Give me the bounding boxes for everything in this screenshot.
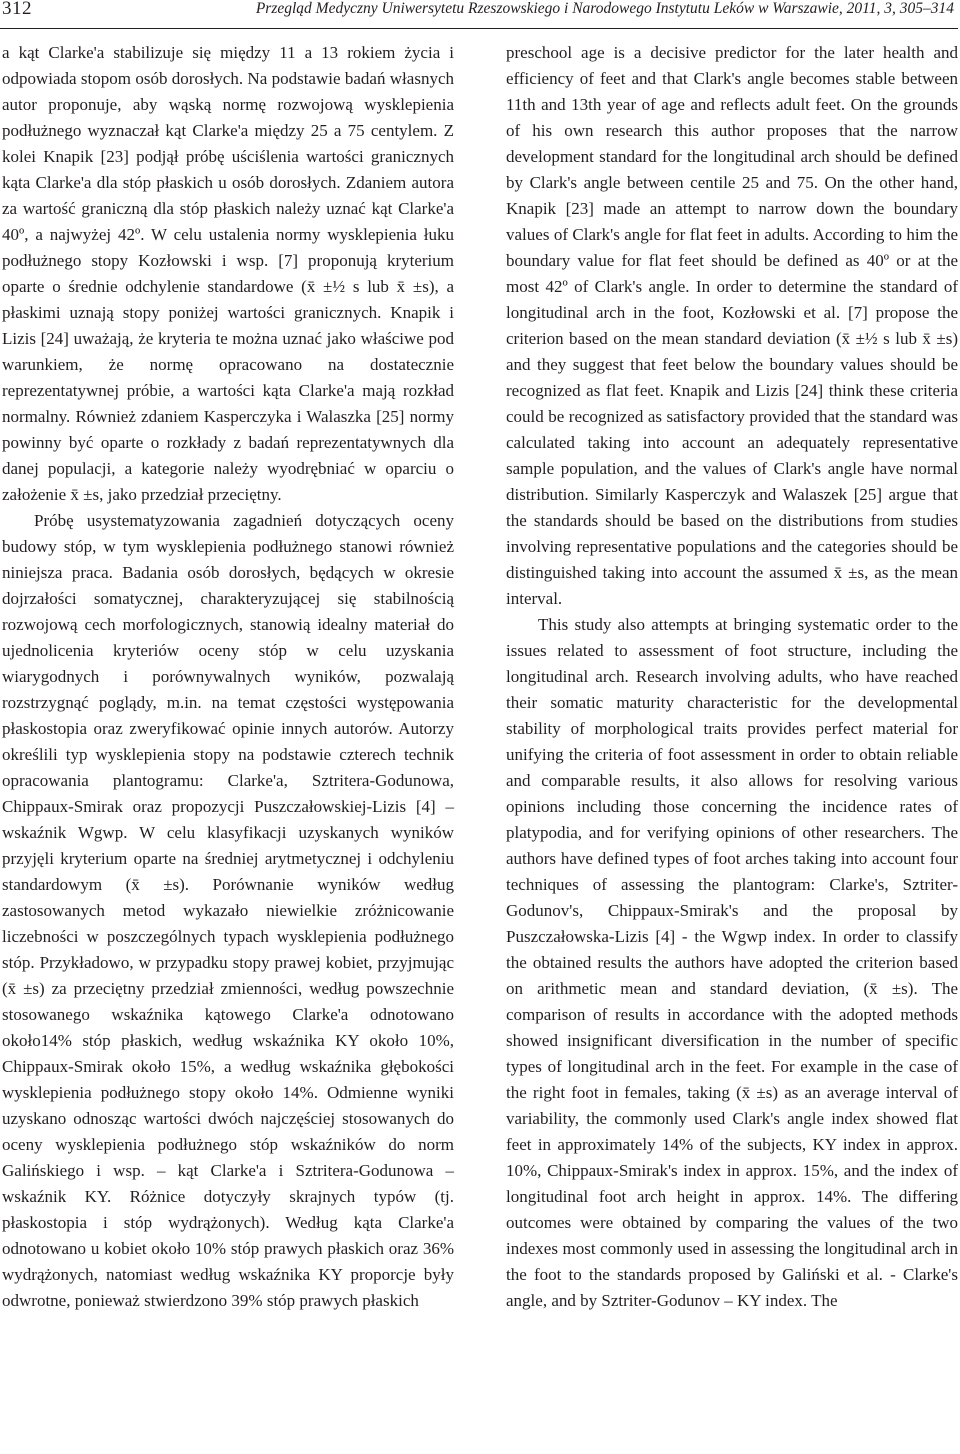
page-number: 312 [2,0,32,19]
header-rule [0,28,958,29]
page-header [0,0,960,30]
polish-paragraph-1: a kąt Clarke'a stabilizuje się między 11 a 13 rokiem życia i odpowiada stopom osób dorosłych. Na podstawie badań własnych autor proponuje, aby wąską normę rozwojową wysklepienia podłużnego wyznaczał kąt Clarke'a między 25 a 75 centylem. Z kolei Knapik [23] podjął próbę uściślenia wartości granicznych kąta Clarke'a dla stóp płaskich u osób dorosłych. Zdaniem autora za wartość graniczną dla stóp płaskich należy uznać kąt Clarke'a 40º, a najwyżej 42º. W celu ustalenia normy wysklepienia łuku podłużnego stopy Kozłowski i wsp. [7] proponują kryterium oparte o średnie odchylenie standardowe (x̄ ±½ s lub x̄ ±s), a płaskimi uznają stopy poniżej wartości granicznych. Knapik i Lizis [24] uważają, że kryteria te można uznać jako właściwe pod warunkiem, że normę opracowano na dostatecznie reprezentatywnej próbie, a wartości kąta Clarke'a mają rozkład normalny. Również zdaniem Kasperczyka i Walaszka [25] normy powinny być oparte o rozkłady z badań reprezentatywnych dla danej populacji, a kategorie należy wyodrębniać w oparciu o założenie x̄ ±s, jako przedział przeciętny. [2,43,454,504]
polish-text-column [2,40,454,1314]
polish-paragraph-2: Próbę usystematyzowania zagadnień dotyczących oceny budowy stóp, w tym wysklepienia podłużnego stanowi również niniejsza praca. Badania osób dorosłych, będących w okresie dojrzałości somatycznej, charakteryzującej się stabilnością rozwojową cech morfologicznych, stanowią idealny materiał do ujednolicenia kryteriów oceny stóp w celu uzyskania wiarygodnych i porównywalnych wyników, pozwalają rozstrzygnąć poglądy, m.in. na temat częstości występowania płaskostopia oraz zweryfikować opinie innych autorów. Autorzy określili typ wysklepienia stopy na podstawie czterech technik opracowania plantogramu: Clarke'a, Sztritera-Godunowa, Chippaux-Smirak oraz propozycji Puszczałowskiej-Lizis [4] – wskaźnik Wgwp. W celu klasyfikacji uzyskanych wyników przyjęli kryterium oparte na średniej arytmetycznej i odchyleniu standardowym (x̄ ±s). Porównanie wyników według zastosowanych metod wykazało niewielkie zróżnicowanie liczebności w poszczególnych typach wysklepienia podłużnego stóp. Przykładowo, w przypadku stopy prawej kobiet, przyjmując (x̄ ±s) za przeciętny przedział zmienności, według powszechnie stosowanego wskaźnika kątowego Clarke'a odnotowano około14% stóp płaskich, według wskaźnika KY około 10%, Chippaux-Smirak około 15%, a według wskaźnika głębokości wysklepienia podłużnego stopy około 14%. Odmienne wyniki uzyskano odnosząc wartości dwóch najczęściej stosowanych do oceny wysklepienia podłużnego stóp wskaźników do norm Galińskiego i wsp. – kąt Clarke'a i Sztritera-Godunowa – wskaźnik KY. Różnice dotyczyły skrajnych typów (tj. płaskostopia i stóp wydrążonych). Według kąta Clarke'a odnotowano u kobiet około 10% stóp prawych płaskich oraz 36% wydrążonych, natomiast według wskaźnika KY proporcje były odwrotne, ponieważ stwierdzono 39% stóp prawych płaskich [2,511,454,1310]
english-text-column [506,40,958,1314]
journal-citation: Przegląd Medyczny Uniwersytetu Rzeszowskiego i Narodowego Instytutu Leków w Warszawie, 2011, 3, 305–314 [255,0,954,17]
english-paragraph-2: This study also attempts at bringing systematic order to the issues related to assessment of foot structure, including the longitudinal arch. Research involving adults, who have reached their somatic maturity characteristic for the developmental stability of morphological traits provides perfect material for unifying the criteria of foot assessment in order to obtain reliable and comparable results, it also allows for resolving various opinions including those concerning the incidence rates of platypodia, and for verifying opinions of other researchers. The authors have defined types of foot arches taking into account four techniques of assessing the plantogram: Clarke's, Sztriter-Godunov's, Chippaux-Smirak's and the proposal by Puszczałowska-Lizis [4] - the Wgwp index. In order to classify the obtained results the authors have adopted the criterion based on arithmetic mean and standard deviation, (x̄ ±s). The comparison of results in accordance with the adopted methods showed insignificant diversification in the number of specific types of longitudinal arch in the feet. For example in the case of the right foot in females, taking (x̄ ±s) as an average interval of variability, the commonly used Clark's angle index showed flat feet in approximately 14% of the subjects, KY index in approx. 10%, Chippaux-Smirak's index in approx. 15%, and the index of longitudinal foot arch height in approx. 14%. The differing outcomes were obtained by comparing the values of the two indexes most commonly used in assessing the longitudinal arch in the foot to the standards proposed by Galiński et al. - Clarke's angle, and by Sztriter-Godunov – KY index. The [506,615,958,1310]
english-paragraph-1: preschool age is a decisive predictor for the later health and efficiency of feet and that Clark's angle becomes stable between 11th and 13th year of age and reflects adult feet. On the grounds of his own research this author proposes that the narrow development standard for the longitudinal arch should be defined by Clark's angle between centile 25 and 75. On the other hand, Knapik [23] made an attempt to narrow down the boundary values of Clark's angle for flat feet in adults. According to him the boundary value for flat feet should be defined as 40º or at the most 42º of Clark's angle. In order to determine the standard of longitudinal arch in the foot, Kozłowski et al. [7] propose the criterion based on the mean standard deviation (x̄ ±½ s lub x̄ ±s) and they suggest that feet below the boundary values should be recognized as flat feet. Knapik and Lizis [24] think these criteria could be recognized as satisfactory provided that the standard was calculated taking into account an adequately representative sample population, and the values of Clark's angle have normal distribution. Similarly Kasperczyk and Walaszek [25] argue that the standards should be based on the distributions from studies involving representative populations and the categories should be distinguished taking into account the assumed x̄ ±s, as the mean interval. [506,43,958,608]
